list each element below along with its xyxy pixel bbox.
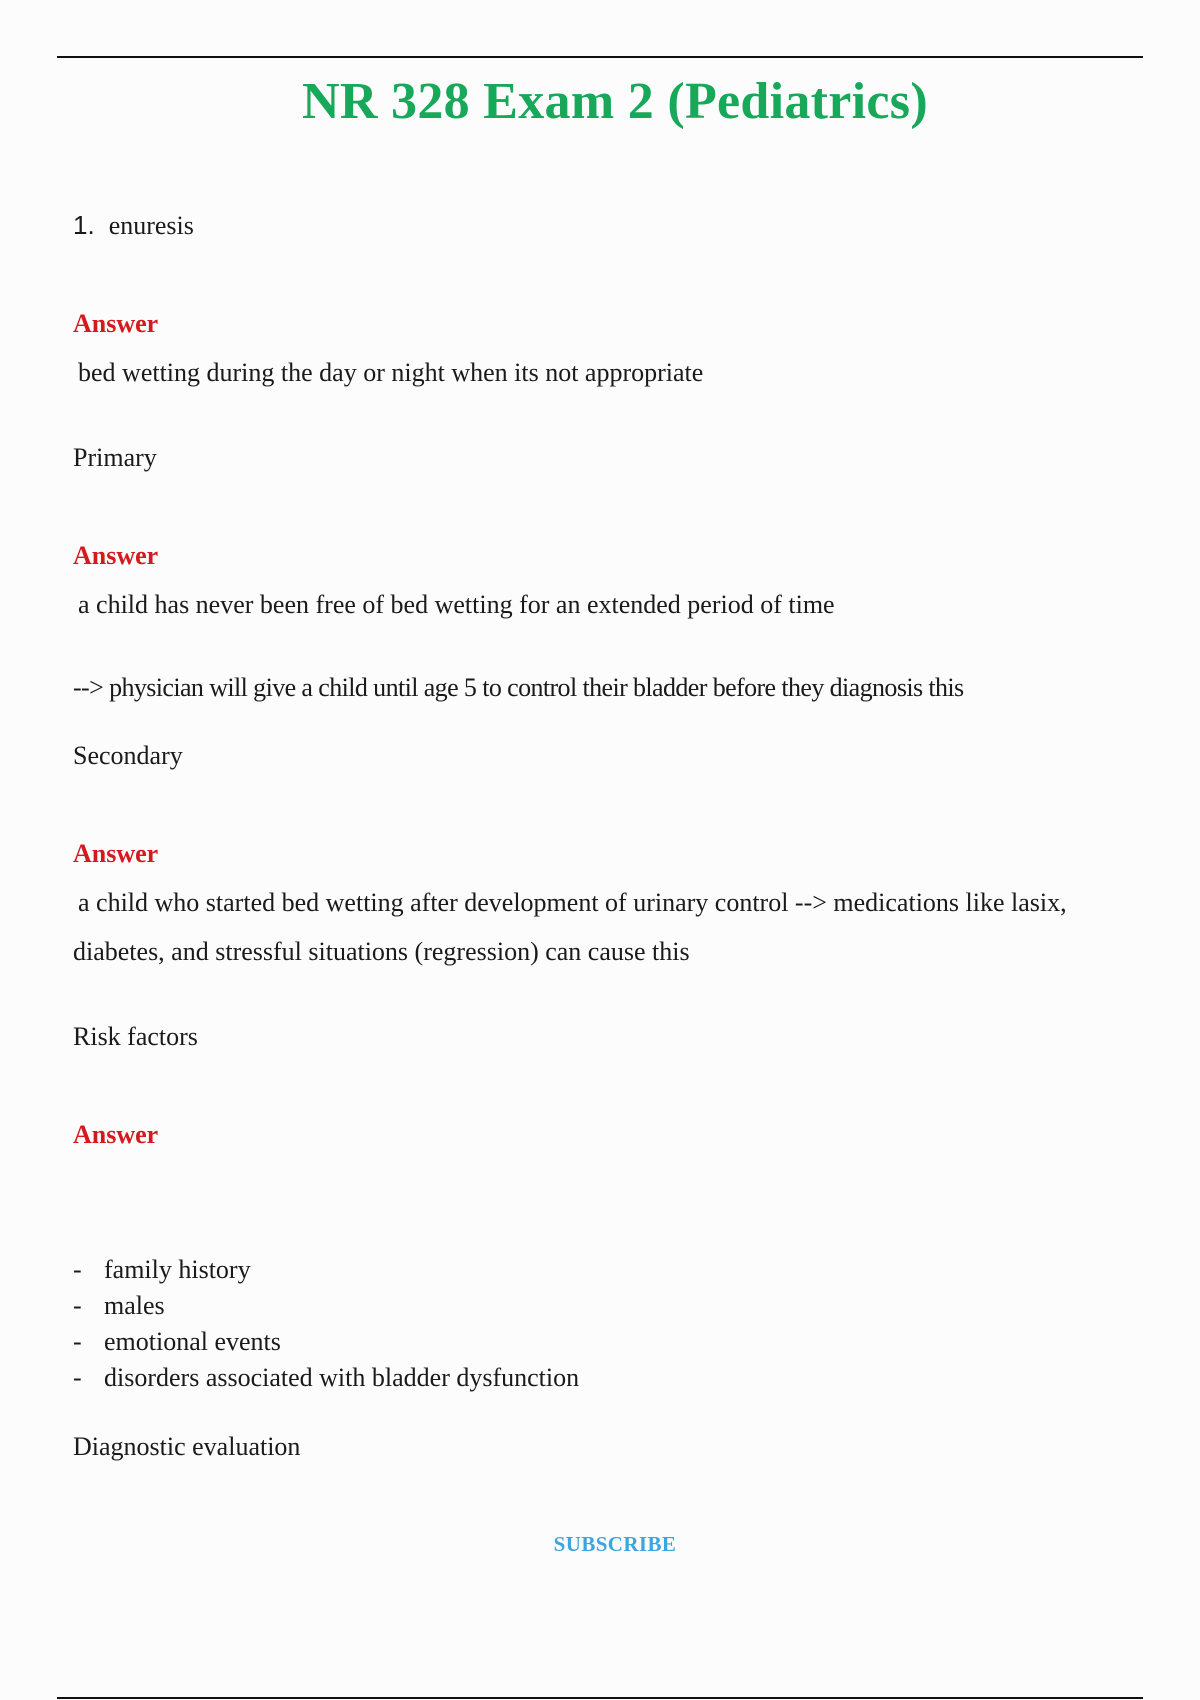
list-marker: - — [73, 1291, 82, 1320]
answer-text: a child has never been free of bed wetting for an extended period of time — [78, 590, 835, 619]
subscribe-link[interactable]: SUBSCRIBE — [553, 1532, 677, 1556]
term-risk-factors: Risk factors — [73, 1022, 198, 1051]
answer-text: a child who started bed wetting after development of urinary control --> medications like lasix, — [78, 888, 1067, 917]
top-rule — [57, 56, 1143, 58]
bottom-rule — [57, 1697, 1143, 1699]
list-item-text: family history — [104, 1255, 251, 1284]
answer-label: Answer — [73, 309, 159, 338]
question-1 — [73, 210, 194, 241]
list-item — [73, 1255, 579, 1291]
list-marker: - — [73, 1363, 82, 1392]
question-text: enuresis — [108, 211, 194, 240]
answer-text: bed wetting during the day or night when its not appropriate — [78, 358, 704, 387]
list-marker: - — [73, 1255, 82, 1284]
answer-label: Answer — [73, 541, 159, 570]
document-title: NR 328 Exam 2 (Pediatrics) — [302, 73, 928, 130]
question-number: 1. — [73, 210, 95, 240]
term-primary: Primary — [73, 443, 157, 472]
list-item — [73, 1291, 579, 1327]
list-item-text: disorders associated with bladder dysfunction — [104, 1363, 580, 1392]
list-item-text: males — [104, 1291, 165, 1320]
answer-label: Answer — [73, 1120, 159, 1149]
list-marker: - — [73, 1327, 82, 1356]
list-item-text: emotional events — [104, 1327, 281, 1356]
list-item — [73, 1327, 579, 1363]
answer-note: --> physician will give a child until age 5 to control their bladder before they diagnosis this — [73, 673, 964, 702]
term-secondary: Secondary — [73, 741, 183, 770]
list-item — [73, 1363, 579, 1399]
risk-factors-list — [73, 1255, 579, 1399]
answer-text-continued: diabetes, and stressful situations (regression) can cause this — [73, 937, 690, 966]
answer-label: Answer — [73, 839, 159, 868]
term-diagnostic-evaluation: Diagnostic evaluation — [73, 1432, 301, 1461]
